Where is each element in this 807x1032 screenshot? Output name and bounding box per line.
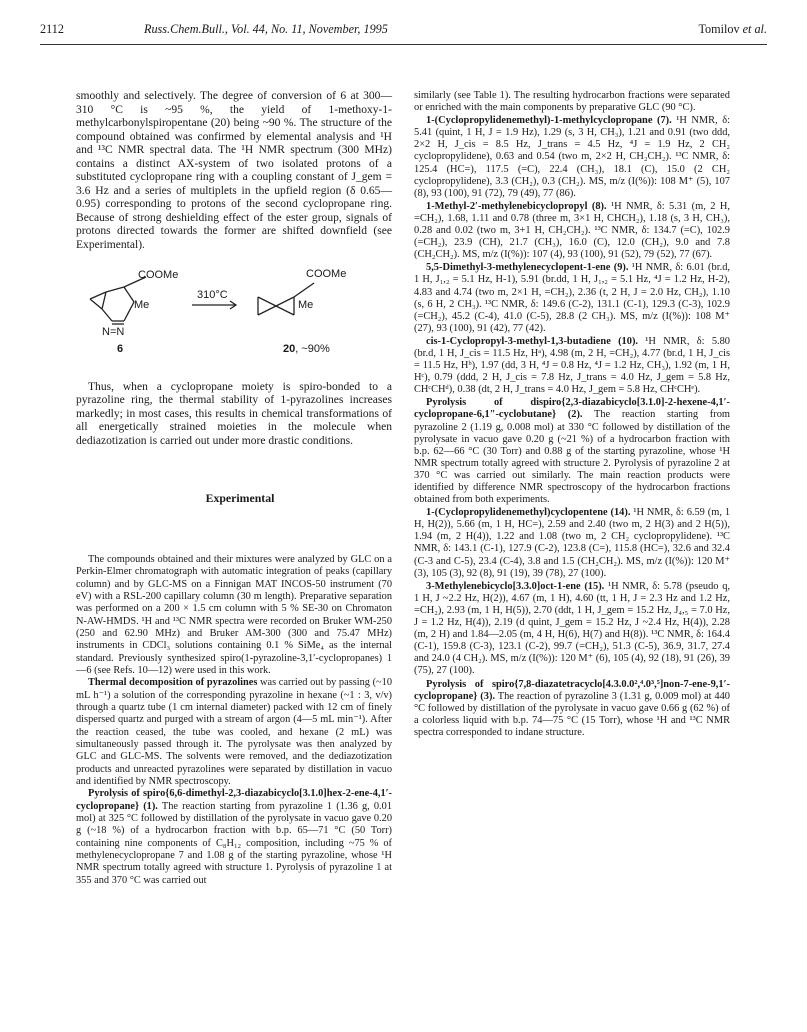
right-compound-yield: , ~90%: [295, 342, 330, 355]
compound-8-entry: [414, 201, 730, 261]
compound-8-title: 1-Methyl-2′-methylenebicyclopropyl (8).: [426, 200, 607, 212]
pyrolysis-1-text: The reaction starting from pyrazoline 1 (1.36 g, 0.01 mol) at 325 °C followed by distillation of the pyrolysate in vacuo gave 0.20 g (~18 %) of a hydrocarbon fraction with b.p. 65—71 °C (50 Torr) containing nine components of C₈H₁₂ composition, including ~75 % of methylenecyclopropane 7 and 1.08 g of the starting pyrazoline, whose ¹H NMR spectrum totally agreed with structure 1. Pyrolysis of pyrazoline 1 at 355 and 370 °C was carried out: [76, 800, 392, 886]
authors-etal: et al.: [742, 22, 767, 36]
right-compound-label: [283, 343, 330, 357]
thermal-decomposition-text: was carried out by passing (~10 mL h⁻¹) a solution of the corresponding pyrazoline in hexane (~1 : 3, v/v) through a quartz tube (1 cm internal diameter) packed with 12 cm of finely dispersed quartz and purged with a stream of argon (4—5 mL min⁻¹). After the reaction ceased, the tube was cooled, and hexane (2 mL) was simultaneously passed through it. The pyrolysate was then analyzed by GLC and GLC-MS. The solvents were removed, and the dediazotization products and unreacted pyrazolines were separated by distillation in vacuo and identified by NMR spectroscopy.: [76, 677, 392, 788]
right-compound-number: 20: [283, 342, 296, 355]
authors: [698, 22, 767, 37]
compound-7-data: ¹H NMR, δ: 5.41 (quint, 1 H, J = 1.9 Hz), 1.29 (s, 3 H, CH₃), 1.21 and 0.91 (two ddd, 2×2 H, J_cis = 8.5 Hz, J_trans = 4.5 Hz, ⁴J = 1.9 Hz, 2 CH₂ cyclopropylidene), 0.63 and 0.54 (two m, 2×2 H, CH₂CH₂). ¹³C NMR, δ: 125.4 (HC=), 117.5 (=C), 22.4 (CH₃), 18.1 (C), 15.0 (2 CH₂ cyclopropylidene), 3.3 (CH₂), 0.3 (CH₂). MS, m/z (I(%)): 108 M⁺ (5), 107 (8), 93 (100), 91 (72), 79 (49), 77 (86).: [414, 115, 731, 199]
paragraph-pyrolysis-1: [76, 788, 392, 887]
left-me-label: Me: [134, 298, 150, 311]
pyrolysis-3-text: The reaction of pyrazoline 3 (1.31 g, 0.009 mol) at 440 °C followed by distillation of the pyrolysate in vacuo gave 0.66 g (62 %) of a colorless liquid with b.p. 74—75 °C (15 Torr), whose ¹H and ¹³C NMR spectra corresponded to indane structure.: [414, 690, 730, 738]
compound-15-data: ¹H NMR, δ: 5.78 (pseudo q, 1 H, J ~2.2 Hz, H(2)), 4.67 (m, 1 H), 4.60 (tt, 1 H, J = 2.3 Hz and 1.2 Hz, =CH₂), 2.93 (m, 1 H, H(5)), 2.70 (ddt, 1 H, J_gem = 15.2 Hz, J₄,₅ = 7.0 Hz, J = 1.2 Hz, H(4)), 2.19 (d quint, J_gem = 15.2 Hz, J ~2.4 Hz, H(4)), 2.28 (m, 2 H) and 1.84—2.05 (m, 4 H, H(6), H(7) and H(8)). ¹³C NMR, δ: 164.4 (C-1), 159.8 (C-3), 123.1 (C-2), 99.7 (=CH₂), 51.3 (C-5), 36.9, 31.7, 27.4 and 24.0 (4 CH₂). MS, m/z (I(%)): 120 M⁺ (6), 105 (4), 92 (18), 91 (26), 39 (75), 27 (100).: [414, 580, 730, 677]
left-nn-label: N=N: [102, 325, 125, 338]
header-rule: [40, 44, 767, 45]
compound-9-entry: [414, 262, 730, 335]
pyrolysis-2-text: The reaction starting from pyrazoline 2 (1.19 g, 0.008 mol) at 330 °C followed by distillation of the pyrolysate in vacuo gave 0.20 g (~21 %) of a hydrocarbon fraction with b.p. 62—66 °C (30 Torr) and 0.88 g of the starting pyrazoline, whose ¹H NMR spectrum totally agreed with structure 2. Pyrolysis of pyrazoline 2 at 370 °C was carried out similarly. The main reaction products were identified by difference NMR spectroscopy of the hydrocarbon fractions obtained from both experiments.: [414, 409, 730, 506]
section-heading-experimental: Experimental: [205, 491, 275, 506]
compound-10-title: cis-1-Cyclopropyl-3-methyl-1,3-butadiene (10).: [426, 335, 638, 347]
compound-9-title: 5,5-Dimethyl-3-methylenecyclopent-1-ene (9).: [426, 262, 629, 274]
left-column: [76, 90, 392, 887]
compound-7-title: 1-(Cyclopropylidenemethyl)-1-methylcyclopropane (7).: [426, 115, 672, 127]
right-coome-label: COOMe: [306, 267, 347, 280]
authors-name: Tomilov: [698, 22, 740, 36]
pyrolysis-2-title: Pyrolysis of dispiro{2,3-diazabicyclo[3.1.0]-2-hexene-4,1′-cyclopropane-6,1″-cyclobutane} (2).: [414, 397, 730, 421]
left-compound-number: 6: [117, 342, 124, 355]
compound-14-data: ¹H NMR, δ: 6.59 (m, 1 H, H(2)), 5.66 (m, 1 H, HC=), 2.59 and 2.40 (two m, 2 H(3) and 2 H(5)), 1.94 (m, 2 H(4)), 1.22 and 1.08 (two m, 2 CH₂ cyclopropylidene). ¹³C NMR, δ: 143.1 (C-1), 127.9 (C-2), 123.8 (C=), 115.8 (HC=), 32.6 and 32.4 (C-3 and C-5), 23.4 (C-4), 3.8 and 1.5 (CH₂CH₂). MS, m/z (I(%)): 120 M⁺ (3), 105 (3), 92 (8), 91 (19), 39 (78), 27 (100).: [414, 507, 731, 579]
compound-7-entry: [414, 115, 730, 200]
reaction-scheme: [76, 259, 392, 361]
pyrolysis-3-entry: [414, 679, 730, 739]
compound-8-data: ¹H NMR, δ: 5.31 (m, 2 H, =CH₂), 1.68, 1.11 and 0.78 (three m, 3×1 H, CHCH₂), 1.18 (s, 3 H, CH₃), 0.28 and 0.02 (two m, 3+1 H, CH₂CH₂). ¹³C NMR, δ: 134.7 (=C), 102.9 (=CH₂), 23.9 (CH), 21.7 (CH₃), 16.0 (C), 12.0 (CH₂), 9.0 and 7.8 (CH₂CH₂). MS, m/z (I(%)): 107 (4), 93 (100), 91 (52), 79 (52), 77 (67).: [414, 200, 730, 261]
compound-14-title: 1-(Cyclopropylidenemethyl)cyclopentene (14).: [426, 507, 631, 519]
thermal-decomposition-title: Thermal decomposition of pyrazolines: [88, 677, 258, 689]
paragraph-methods: The compounds obtained and their mixtures were analyzed by GLC on a Perkin-Elmer chromatograph with automatic integration of peaks (capillary column) and by GLC-MS on a Finnigan MAT INCOS-50 instrument (70 eV) with a RSL-200 capillary column (30 m length). Preparative separation was performed on a 200 × 1.5 cm column with 5 % SE-30 on Chromaton N-AW-HMDS. ¹H and ¹³C NMR spectra were recorded on Bruker WM-250 (250 and 62.90 MHz) and Bruker AM-300 (300 and 75.47 MHz) instruments in CDCl₃ solutions containing 0.1 % SiMe₄ as the internal standard. Previously synthesized spiro(1-pyrazoline-3,1′-cyclopropanes) 1—6 (see Refs. 10—12) were used in this work.: [76, 553, 392, 676]
compound-14-entry: [414, 507, 730, 580]
pyrolysis-2-entry: [414, 397, 730, 506]
paragraph-thermal-decomposition: [76, 677, 392, 788]
paragraph-continuation: similarly (see Table 1). The resulting hydrocarbon fractions were separated or enriched with the main components by preparative GLC (90 °C).: [414, 90, 730, 114]
left-coome-label: COOMe: [138, 268, 179, 281]
paragraph-intro: smoothly and selectively. The degree of conversion of 6 at 300—310 °C is ~95 %, the yield of 1-methoxy-1-methylcarbonylspiropentane (20) being ~90 %. The structure of the compound obtained was confirmed by elemental analysis and ¹H and ¹³C NMR spectral data. The ¹H NMR spectrum (300 MHz) contains a distinct AX-system of two isolated protons of a substituted cyclopropane ring with a coupling constant of J_gem = 3.6 Hz and a series of multiplets in the upfield region (δ 0.65—0.95) corresponding to protons of the second cyclopropane ring. Because of strong deshielding effect of the ester group, signals of protons directed towards the former are shifted downfield (see Experimental).: [76, 90, 392, 252]
arrow-condition: 310°C: [197, 288, 228, 301]
page-number: 2112: [40, 22, 64, 36]
pyrolysis-3-title: Pyrolysis of spiro{7,8-diazatetracyclo[4.3.0.0²,⁴.0³,⁵]non-7-ene-9,1′-cyclopropane} (3).: [414, 678, 730, 702]
paragraph-conclusion: Thus, when a cyclopropane moiety is spiro-bonded to a pyrazoline ring, the thermal stability of 1-pyrazolines increases markedly; in most cases, this results in chemical transformations of all energetically strained moieties in the molecule when dediazotization is carried out under more drastic conditions.: [76, 380, 392, 447]
right-column: [414, 90, 730, 739]
journal-citation: Russ.Chem.Bull., Vol. 44, No. 11, November, 1995: [144, 22, 388, 36]
right-me-label: Me: [298, 298, 314, 311]
compound-10-data: ¹H NMR, δ: 5.80 (br.d, 1 H, J_cis = 11.5 Hz, Hᵃ), 4.98 (m, 2 H, =CH₂), 4.77 (br.d, 1 H, J_cis = 11.5 Hz, Hᵇ), 1.97 (dd, 3 H, ⁴J = 0.8 Hz, ⁴J = 1.2 Hz, CH₃), 1.92 (m, 1 H, Hᶜ), 0.79 (ddd, 2 H, J_cis = 7.8 Hz, J_trans = 4.0 Hz, J_gem = 5.8 Hz, CHᶜCHᵈ), 0.38 (dt, 2 H, J_trans = 4.0 Hz, J_gem = 5.8 Hz, CHᶜCHᵉ).: [414, 335, 730, 396]
compound-9-data: ¹H NMR, δ: 6.01 (br.d, 1 H, J₁,₂ = 5.1 Hz, H-1), 5.91 (br.dd, 1 H, J₁,₂ = 5.1 Hz, ⁴J = 1.2 Hz, H-2), 4.83 and 4.74 (two m, 2×1 H, =CH₂), 2.36 (t, 2 H, J = 2.0 Hz, CH₂), 1.10 (s, 6 H, 2 CH₃). ¹³C NMR, δ: 149.6 (C-2), 131.1 (C-1), 129.3 (C-3), 102.9 (=CH₂), 45.2 (C-4), 41.0 (C-5), 28.8 (2 CH₃). MS, m/z (I(%)): 108 M⁺ (27), 93 (100), 91 (42), 77 (42).: [414, 262, 730, 334]
compound-15-entry: [414, 581, 730, 678]
compound-10-entry: [414, 336, 730, 396]
pyrolysis-1-title: Pyrolysis of spiro{6,6-dimethyl-2,3-diazabicyclo[3.1.0]hex-2-ene-4,1′-cyclopropane} (1).: [76, 788, 392, 812]
compound-15-title: 3-Methylenebicyclo[3.3.0]oct-1-ene (15).: [426, 580, 605, 592]
running-header: [40, 20, 767, 42]
